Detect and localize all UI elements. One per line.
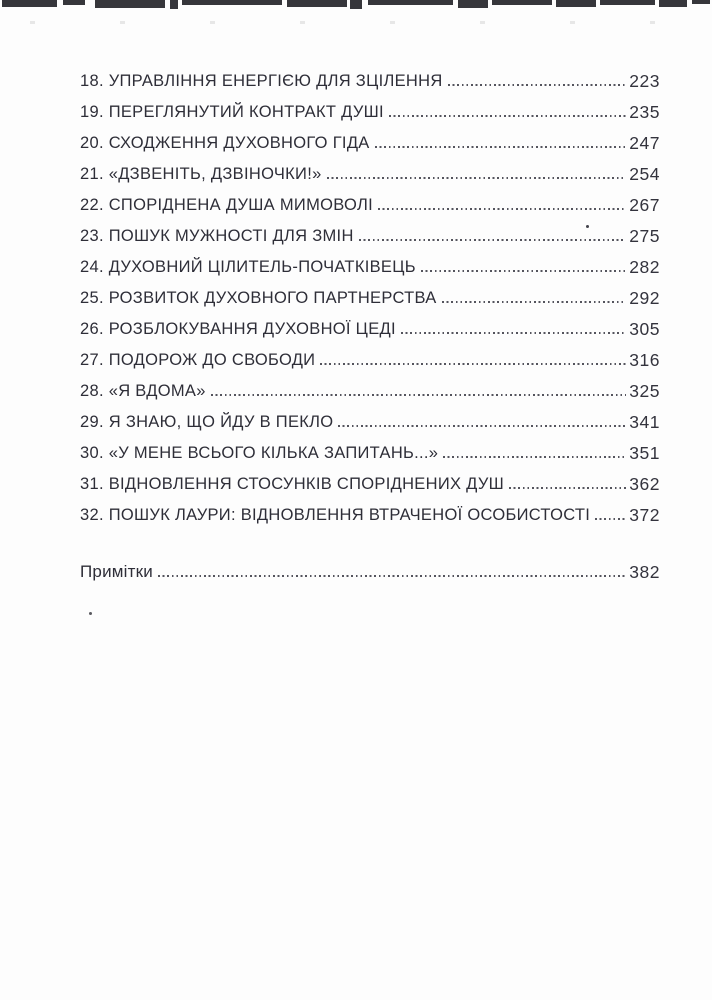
toc-entry-label: 23. ПОШУК МУЖНОСТІ ДЛЯ ЗМІН [80,226,354,245]
toc-entry-label: 29. Я ЗНАЮ, ЩО ЙДУ В ПЕКЛО [80,412,334,431]
dot-leader [389,115,626,117]
dot-leader [327,177,627,179]
toc-entry-page: 282 [629,256,660,277]
toc-entry-page: 325 [629,380,660,401]
dot-leader [375,146,627,148]
dot-leader [443,456,626,458]
toc-entry-label: 28. «Я ВДОМА» [80,381,206,400]
dot-leader [448,84,627,86]
toc-entry-page: 362 [629,473,660,494]
toc-entry-label: Примітки [80,562,153,581]
toc-entry-label: 31. ВІДНОВЛЕННЯ СТОСУНКІВ СПОРІДНЕНИХ ДУШ [80,474,505,493]
dot-leader [320,363,626,365]
dot-leader [401,332,626,334]
toc-entry-label: 26. РОЗБЛОКУВАННЯ ДУХОВНОЇ ЦЕДІ [80,319,396,338]
toc-entry [80,462,660,493]
toc-entry [80,183,660,214]
toc-entry-label: 30. «У МЕНЕ ВСЬОГО КІЛЬКА ЗАПИТАНЬ...» [80,443,439,462]
dot-leader [509,487,626,489]
toc-entry [80,338,660,369]
toc-entry-label: 22. СПОРІДНЕНА ДУША МИМОВОЛІ [80,195,373,214]
toc-list [80,59,660,581]
toc-entry [80,369,660,400]
toc-entry [80,245,660,276]
toc-entry [80,121,660,152]
toc-entry-page: 247 [629,132,660,153]
toc-entry-label: 20. СХОДЖЕННЯ ДУХОВНОГО ГІДА [80,133,370,152]
toc-entry-page: 305 [629,318,660,339]
toc-entry-label: 27. ПОДОРОЖ ДО СВОБОДИ [80,350,316,369]
toc-entry-page: 316 [629,349,660,370]
scan-speck [89,612,92,615]
dot-leader [442,301,627,303]
toc-entry-page: 372 [629,504,660,525]
toc-entry-label: 25. РОЗВИТОК ДУХОВНОГО ПАРТНЕРСТВА [80,288,437,307]
toc-entry-page: 292 [629,287,660,308]
dot-leader [211,394,627,396]
toc-entry-label: 21. «ДЗВЕНІТЬ, ДЗВІНОЧКИ!» [80,164,322,183]
toc-entry-label: 19. ПЕРЕГЛЯНУТИЙ КОНТРАКТ ДУШІ [80,102,384,121]
toc-entry-page: 382 [629,561,660,582]
scan-speck [586,225,589,228]
toc-entry-page: 275 [629,225,660,246]
dot-leader [378,208,626,210]
toc-entry [80,90,660,121]
dot-leader [421,270,626,272]
dot-leader [595,518,626,520]
toc-entry-label: 32. ПОШУК ЛАУРИ: ВІДНОВЛЕННЯ ВТРАЧЕНОЇ ОСОБИСТОСТІ [80,505,591,524]
toc-entry-page: 351 [629,442,660,463]
toc-entry-page: 254 [629,163,660,184]
toc-entry [80,431,660,462]
toc-entry-label: 18. УПРАВЛІННЯ ЕНЕРГІЄЮ ДЛЯ ЗЦІЛЕННЯ [80,71,443,90]
toc-entry [80,214,660,245]
toc-entry-page: 267 [629,194,660,215]
toc-entry [80,152,660,183]
toc-entry [80,493,660,524]
toc-entry-label: 24. ДУХОВНИЙ ЦІЛИТЕЛЬ-ПОЧАТКІВЕЦЬ [80,257,416,276]
toc-entry-page: 235 [629,101,660,122]
toc-entry [80,307,660,338]
toc-entry [80,59,660,90]
dot-leader [338,425,626,427]
toc-entry [80,276,660,307]
dot-leader [158,575,626,577]
toc-entry-notes [80,550,660,581]
scan-edge-artifact [0,0,712,30]
toc-entry [80,400,660,431]
toc-entry-page: 223 [629,70,660,91]
toc-entry-page: 341 [629,411,660,432]
dot-leader [359,239,627,241]
